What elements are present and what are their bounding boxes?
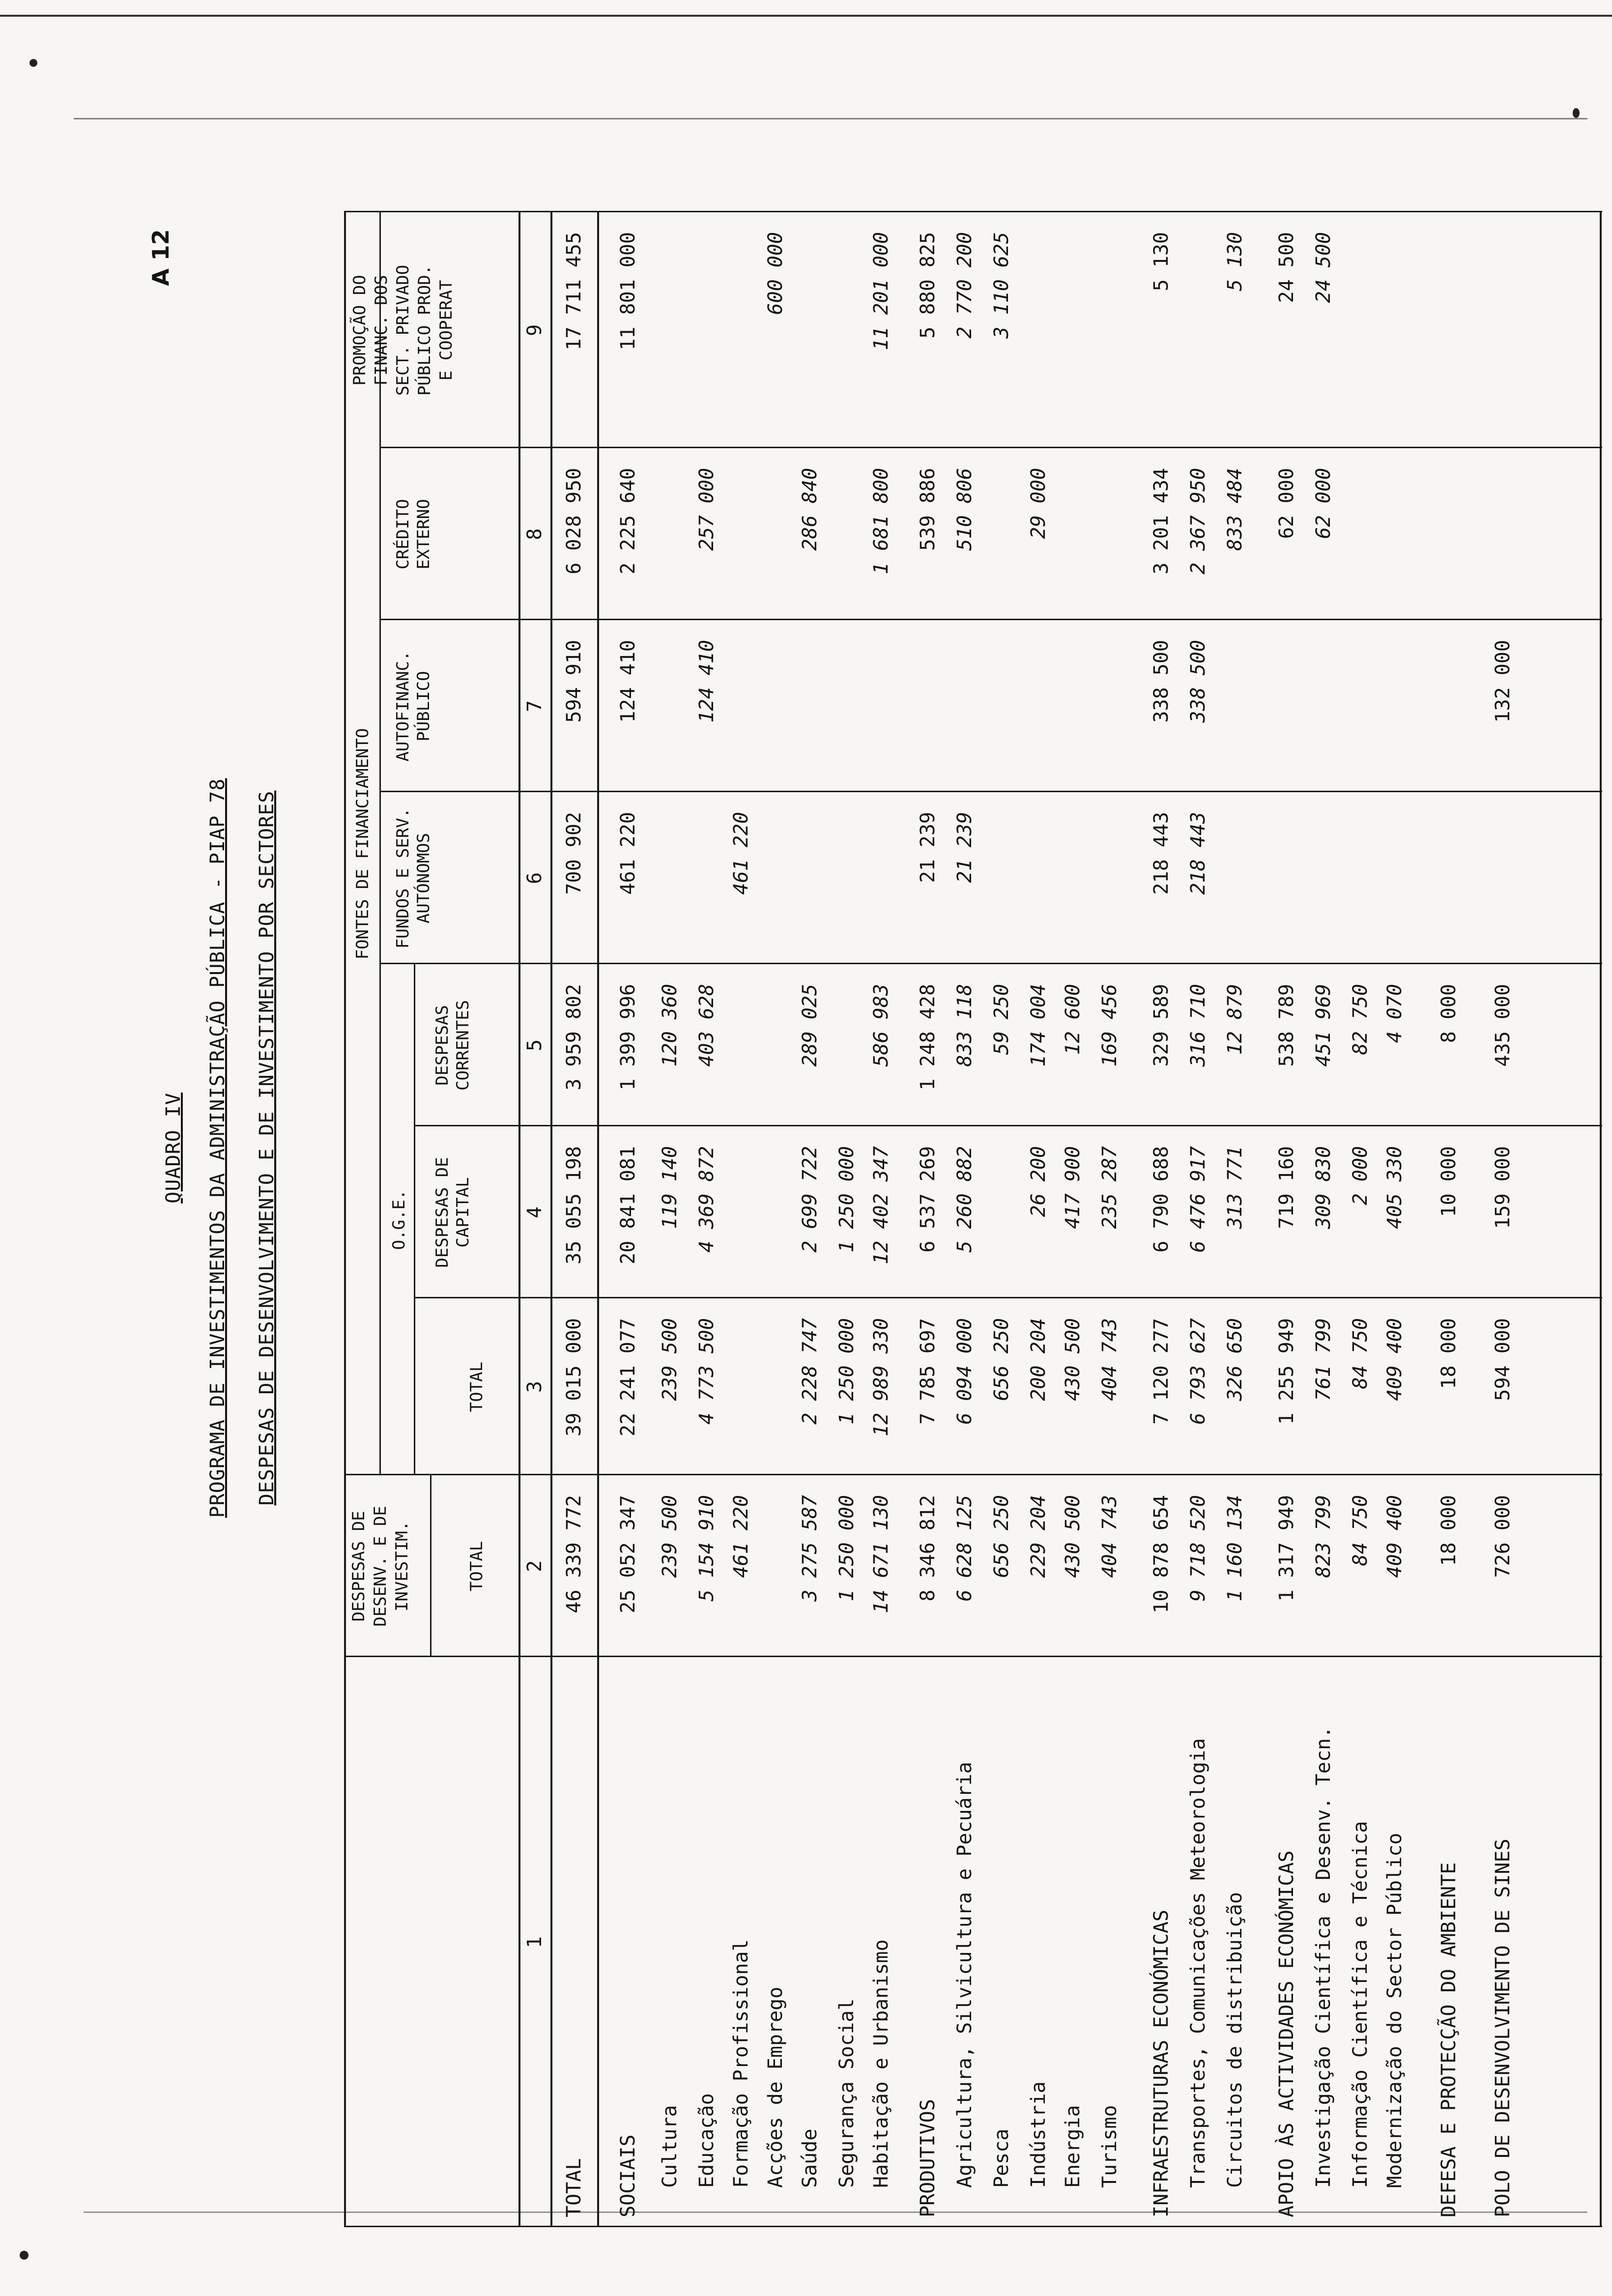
row-label: POLO DE DESENVOLVIMENTO DE SINES bbox=[1492, 1838, 1514, 2217]
table-cell: 4 773 500 bbox=[695, 1318, 718, 1425]
sector-investment-table bbox=[344, 50, 1612, 2227]
colnum-bottom-rule bbox=[550, 212, 552, 2227]
col7-header: AUTOFINANC. bbox=[393, 651, 413, 762]
table-cell: 1 250 000 bbox=[835, 1495, 858, 1602]
table-cell: 823 799 bbox=[1312, 1495, 1335, 1578]
row-label: Circuitos de distribuição bbox=[1224, 1892, 1246, 2188]
quadro-label: QUADRO IV bbox=[162, 1092, 185, 1204]
table-cell: 26 200 bbox=[1027, 1146, 1050, 1217]
table-cell: 3 201 434 bbox=[1150, 468, 1173, 574]
row-label: Investigação Científica e Desenv. Tecn. bbox=[1312, 1726, 1335, 2188]
table-cell: 600 000 bbox=[764, 232, 787, 315]
column-number: 9 bbox=[523, 324, 546, 337]
table-cell: 59 250 bbox=[990, 984, 1013, 1055]
table-cell: 8 346 812 bbox=[917, 1495, 939, 1602]
column-number: 2 bbox=[523, 1560, 546, 1573]
table-cell: 2 000 bbox=[1349, 1146, 1372, 1205]
col9-header: PÚBLICO PROD. bbox=[415, 264, 434, 396]
table-cell: 3 959 802 bbox=[563, 984, 585, 1091]
column-number: 3 bbox=[523, 1380, 546, 1393]
table-cell: 8 000 bbox=[1438, 984, 1460, 1043]
column-number: 1 bbox=[523, 1936, 546, 1949]
table-cell: 404 743 bbox=[1098, 1495, 1121, 1578]
table-cell: 405 330 bbox=[1383, 1146, 1406, 1229]
table-cell: 316 710 bbox=[1187, 984, 1209, 1067]
col5-header: DESPESAS bbox=[432, 1005, 452, 1086]
desp-dev-header: DESENV. E DE bbox=[371, 1506, 390, 1627]
table-cell: 9 718 520 bbox=[1187, 1495, 1209, 1602]
table-cell: 6 628 125 bbox=[953, 1495, 976, 1602]
table-cell: 82 750 bbox=[1349, 984, 1372, 1055]
row-label: Habitação e Urbanismo bbox=[870, 1939, 892, 2188]
table-cell: 239 500 bbox=[659, 1318, 681, 1401]
table-cell: 21 239 bbox=[953, 812, 976, 883]
table-cell: 1 250 000 bbox=[835, 1146, 858, 1253]
header-bottom-rule bbox=[518, 212, 520, 2227]
table-cell: 656 250 bbox=[990, 1495, 1013, 1578]
table-cell: 5 130 bbox=[1150, 232, 1173, 291]
table-cell: 1 681 800 bbox=[870, 468, 892, 574]
table-cell: 5 130 bbox=[1224, 232, 1246, 291]
table-cell: 4 070 bbox=[1383, 984, 1406, 1043]
table-cell: 539 886 bbox=[917, 468, 939, 551]
table-cell: 35 055 198 bbox=[563, 1146, 585, 1264]
row-label: Acções de Emprego bbox=[764, 1986, 787, 2188]
table-cell: 451 969 bbox=[1312, 984, 1335, 1067]
table-cell: 124 410 bbox=[617, 640, 639, 723]
row-label: TOTAL bbox=[563, 2158, 585, 2217]
table-cell: 594 000 bbox=[1492, 1318, 1514, 1401]
table-cell: 594 910 bbox=[563, 640, 585, 723]
row-label: Cultura bbox=[659, 2105, 681, 2188]
row-label: Energia bbox=[1062, 2105, 1084, 2188]
table-cell: 409 400 bbox=[1383, 1495, 1406, 1578]
column-rule bbox=[415, 1297, 1602, 1298]
table-cell: 700 902 bbox=[563, 812, 585, 895]
table-cell: 1 317 949 bbox=[1275, 1495, 1298, 1602]
table-cell: 25 052 347 bbox=[617, 1495, 639, 1613]
page-number: A 12 bbox=[147, 229, 174, 286]
row-label: Modernização do Sector Público bbox=[1383, 1833, 1406, 2188]
table-cell: 124 410 bbox=[695, 640, 718, 723]
row-label: Indústria bbox=[1027, 2081, 1050, 2188]
oge-header: O.G.E. bbox=[389, 1189, 409, 1250]
col4-header: DESPESAS DE bbox=[432, 1157, 452, 1268]
table-cell: 14 671 130 bbox=[870, 1495, 892, 1613]
table-cell: 18 000 bbox=[1438, 1495, 1460, 1566]
table-cell: 3 110 625 bbox=[990, 232, 1013, 339]
table-cell: 409 400 bbox=[1383, 1318, 1406, 1401]
table-cell: 461 220 bbox=[730, 812, 752, 895]
table-cell: 174 004 bbox=[1027, 984, 1050, 1067]
table-cell: 510 806 bbox=[953, 468, 976, 551]
table-cell: 5 880 825 bbox=[917, 232, 939, 339]
table-cell: 326 650 bbox=[1224, 1318, 1246, 1401]
row-label: Saúde bbox=[799, 2128, 821, 2188]
table-cell: 833 118 bbox=[953, 984, 976, 1067]
table-cell: 39 015 000 bbox=[563, 1318, 585, 1436]
table-cell: 833 484 bbox=[1224, 468, 1246, 551]
table-cell: 338 500 bbox=[1150, 640, 1173, 723]
table-cell: 18 000 bbox=[1438, 1318, 1460, 1389]
col8-header: EXTERNO bbox=[414, 499, 433, 570]
table-cell: 84 750 bbox=[1349, 1318, 1372, 1389]
table-cell: 2 699 722 bbox=[799, 1146, 821, 1253]
table-cell: 169 456 bbox=[1098, 984, 1121, 1067]
row-label: Formação Profissional bbox=[730, 1939, 752, 2188]
col8-header: CRÉDITO bbox=[393, 499, 413, 570]
table-cell: 2 367 950 bbox=[1187, 468, 1209, 574]
column-number: 8 bbox=[523, 528, 546, 541]
table-cell: 17 711 455 bbox=[563, 232, 585, 350]
page-subtitle: DESPESAS DE DESENVOLVIMENTO E DE INVESTIMENTO POR SECTORES bbox=[256, 790, 278, 1506]
table-cell: 313 771 bbox=[1224, 1146, 1246, 1229]
col4-header: CAPITAL bbox=[453, 1177, 473, 1248]
table-cell: 719 160 bbox=[1275, 1146, 1298, 1229]
table-cell: 11 801 000 bbox=[617, 232, 639, 350]
table-cell: 1 255 949 bbox=[1275, 1318, 1298, 1425]
table-cell: 12 600 bbox=[1062, 984, 1084, 1055]
table-cell: 435 000 bbox=[1492, 984, 1514, 1067]
table-cell: 417 900 bbox=[1062, 1146, 1084, 1229]
table-cell: 461 220 bbox=[617, 812, 639, 895]
row-label: Pesca bbox=[990, 2128, 1013, 2188]
row-label: SOCIAIS bbox=[617, 2134, 639, 2217]
column-number: 5 bbox=[523, 1039, 546, 1052]
oge-rule bbox=[414, 964, 415, 1475]
row-label: Turismo bbox=[1098, 2105, 1121, 2188]
table-cell: 12 989 330 bbox=[870, 1318, 892, 1436]
table-cell: 309 830 bbox=[1312, 1146, 1335, 1229]
table-cell: 218 443 bbox=[1150, 812, 1173, 895]
row-label: PRODUTIVOS bbox=[917, 2099, 939, 2217]
table-cell: 1 399 996 bbox=[617, 984, 639, 1091]
table-cell: 10 878 654 bbox=[1150, 1495, 1173, 1613]
table-cell: 286 840 bbox=[799, 468, 821, 551]
table-cell: 329 589 bbox=[1150, 984, 1173, 1067]
table-cell: 132 000 bbox=[1492, 640, 1514, 723]
table-cell: 1 160 134 bbox=[1224, 1495, 1246, 1602]
table-cell: 5 260 882 bbox=[953, 1146, 976, 1253]
row-label: DEFESA E PROTECÇÃO DO AMBIENTE bbox=[1438, 1862, 1460, 2217]
table-cell: 200 204 bbox=[1027, 1318, 1050, 1401]
column-number: 7 bbox=[523, 700, 546, 713]
row-label: Segurança Social bbox=[835, 1998, 858, 2188]
table-cell: 257 000 bbox=[695, 468, 718, 551]
table-cell: 5 154 910 bbox=[695, 1495, 718, 1602]
table-cell: 1 250 000 bbox=[835, 1318, 858, 1425]
col2-header: TOTAL bbox=[467, 1541, 487, 1592]
table-cell: 11 201 000 bbox=[870, 232, 892, 350]
table-cell: 461 220 bbox=[730, 1495, 752, 1578]
table-cell: 656 250 bbox=[990, 1318, 1013, 1401]
table-cell: 2 770 200 bbox=[953, 232, 976, 339]
table-cell: 726 000 bbox=[1492, 1495, 1514, 1578]
table-cell: 235 287 bbox=[1098, 1146, 1121, 1229]
table-cell: 1 248 428 bbox=[917, 984, 939, 1091]
table-cell: 6 537 269 bbox=[917, 1146, 939, 1253]
row-label: Transportes, Comunicações Meteorologia bbox=[1187, 1738, 1209, 2188]
table-cell: 4 369 872 bbox=[695, 1146, 718, 1253]
fontes-header: FONTES DE FINANCIAMENTO bbox=[353, 728, 373, 960]
table-cell: 22 241 077 bbox=[617, 1318, 639, 1436]
column-number: 6 bbox=[523, 872, 546, 885]
table-cell: 6 790 688 bbox=[1150, 1146, 1173, 1253]
header-top-rule bbox=[344, 212, 346, 2227]
col9-header: SECT. PRIVADO bbox=[393, 264, 413, 396]
table-cell: 12 879 bbox=[1224, 984, 1246, 1055]
table-cell: 62 000 bbox=[1312, 468, 1335, 539]
table-cell: 538 789 bbox=[1275, 984, 1298, 1067]
row-label: Educação bbox=[695, 2093, 718, 2188]
row-label: INFRAESTRUTURAS ECONÓMICAS bbox=[1150, 1909, 1173, 2217]
table-cell: 6 476 917 bbox=[1187, 1146, 1209, 1253]
col9-header: FINANC. DOS bbox=[372, 275, 391, 386]
table-cell: 6 793 627 bbox=[1187, 1318, 1209, 1425]
table-cell: 761 799 bbox=[1312, 1318, 1335, 1401]
table-cell: 6 094 000 bbox=[953, 1318, 976, 1425]
desp-dev-header: INVESTIM. bbox=[392, 1521, 412, 1612]
col6-header: AUTÓNOMOS bbox=[414, 832, 433, 924]
desp-dev-header: DESPESAS DE bbox=[349, 1511, 369, 1622]
total-bottom-rule bbox=[597, 212, 599, 2227]
table-cell: 239 500 bbox=[659, 1495, 681, 1578]
table-cell: 404 743 bbox=[1098, 1318, 1121, 1401]
table-cell: 46 339 772 bbox=[563, 1495, 585, 1613]
table-cell: 21 239 bbox=[917, 812, 939, 883]
table-cell: 229 204 bbox=[1027, 1495, 1050, 1578]
row-label: APOIO ÀS ACTIVIDADES ECONÓMICAS bbox=[1275, 1850, 1298, 2217]
table-cell: 2 225 640 bbox=[617, 468, 639, 574]
table-cell: 62 000 bbox=[1275, 468, 1298, 539]
table-cell: 84 750 bbox=[1349, 1495, 1372, 1566]
col6-header: FUNDOS E SERV. bbox=[393, 807, 413, 949]
table-cell: 289 025 bbox=[799, 984, 821, 1067]
table-cell: 120 360 bbox=[659, 984, 681, 1067]
table-cell: 6 028 950 bbox=[563, 468, 585, 574]
row-label: Agricultura, Silvicultura e Pecuária bbox=[953, 1762, 976, 2188]
table-cell: 3 275 587 bbox=[799, 1495, 821, 1602]
table-cell: 586 983 bbox=[870, 984, 892, 1067]
table-cell: 12 402 347 bbox=[870, 1146, 892, 1264]
table-bottom-rule bbox=[1600, 212, 1602, 2227]
table-cell: 24 500 bbox=[1312, 232, 1335, 303]
table-cell: 24 500 bbox=[1275, 232, 1298, 303]
column-number: 4 bbox=[523, 1206, 546, 1219]
table-cell: 20 841 081 bbox=[617, 1146, 639, 1264]
table-cell: 403 628 bbox=[695, 984, 718, 1067]
col5-header: CORRENTES bbox=[453, 1000, 473, 1091]
table-cell: 338 500 bbox=[1187, 640, 1209, 723]
sub-header-rule bbox=[430, 1475, 432, 1657]
table-cell: 7 120 277 bbox=[1150, 1318, 1173, 1425]
table-cell: 2 228 747 bbox=[799, 1318, 821, 1425]
table-cell: 7 785 697 bbox=[917, 1318, 939, 1425]
col9-header: E COOPERAT bbox=[436, 280, 456, 381]
table-cell: 10 000 bbox=[1438, 1146, 1460, 1217]
table-cell: 119 140 bbox=[659, 1146, 681, 1229]
table-cell: 29 000 bbox=[1027, 468, 1050, 539]
table-cell: 430 500 bbox=[1062, 1318, 1084, 1401]
row-label: Informação Científica e Técnica bbox=[1349, 1821, 1372, 2188]
table-cell: 159 000 bbox=[1492, 1146, 1514, 1229]
table-cell: 430 500 bbox=[1062, 1495, 1084, 1578]
col9-header: PROMOÇÃO DO bbox=[350, 275, 370, 386]
col7-header: PÚBLICO bbox=[414, 671, 433, 742]
table-cell: 218 443 bbox=[1187, 812, 1209, 895]
col3-header: TOTAL bbox=[467, 1361, 487, 1412]
page-title: PROGRAMA DE INVESTIMENTOS DA ADMINISTRAÇÃO PÚBLICA - PIAP 78 bbox=[206, 778, 229, 1518]
